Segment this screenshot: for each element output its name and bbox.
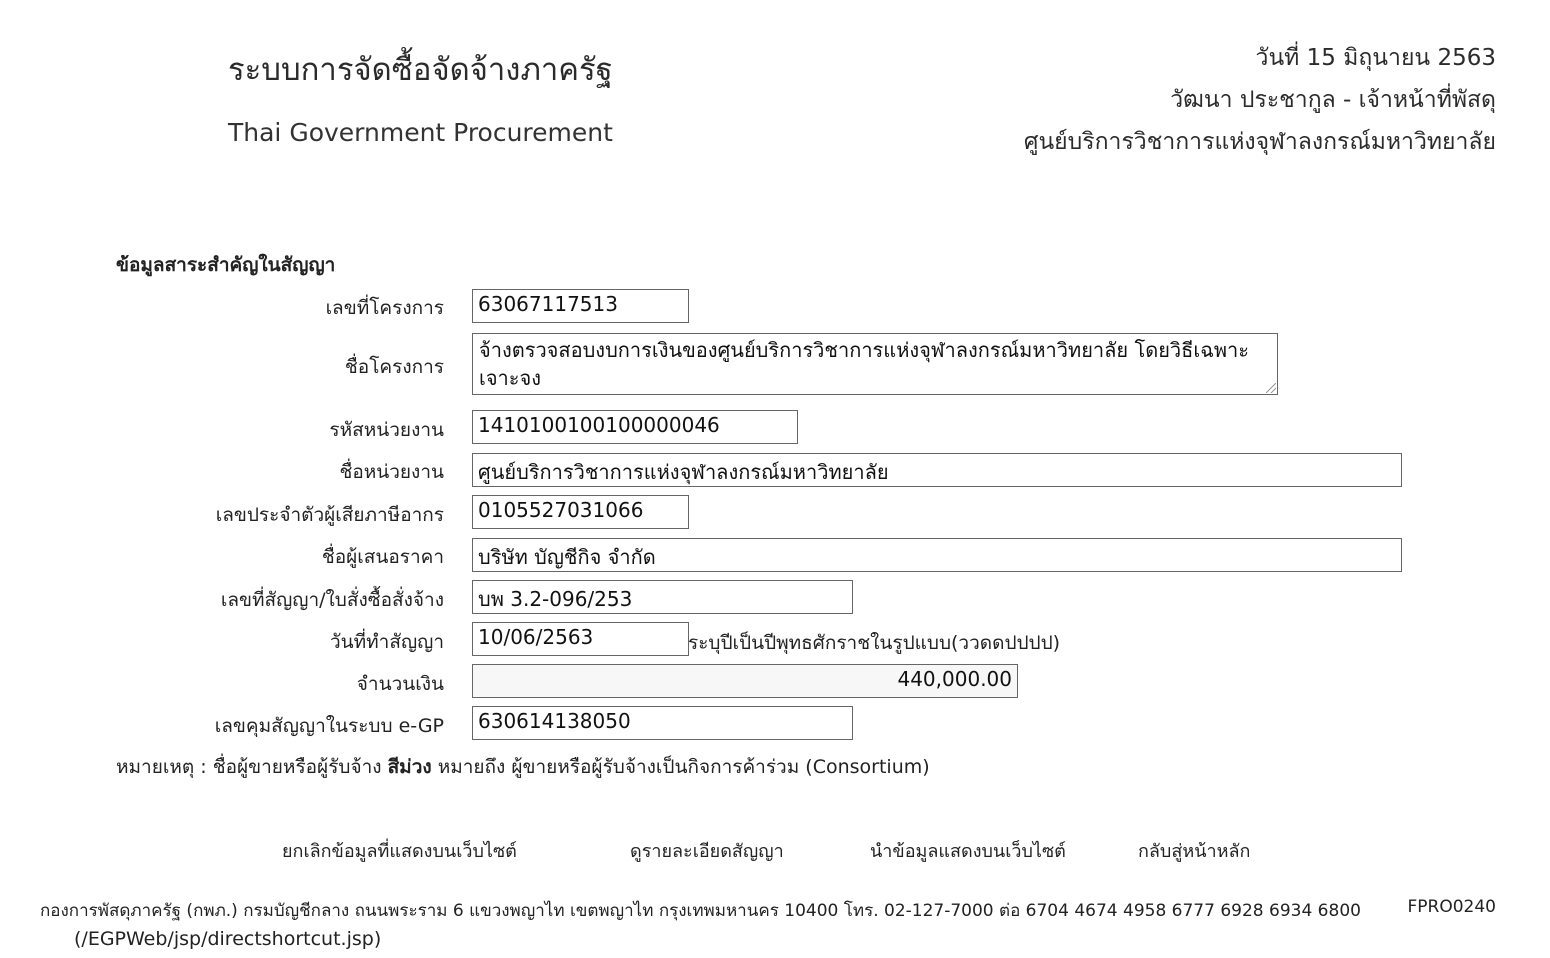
current-date: วันที่ 15 มิถุนายน 2563 (1255, 45, 1496, 71)
remark-prefix: หมายเหตุ : ชื่อผู้ขายหรือผู้รับจ้าง (116, 756, 388, 778)
project-name-text: จ้างตรวจสอบงบการเงินของศูนย์บริการวิชาการแห่งจุฬาลงกรณ์มหาวิทยาลัย โดยวิธีเฉพาะเจาะจง (479, 338, 1249, 390)
system-title-thai: ระบบการจัดซื้อจัดจ้างภาครัฐ (228, 52, 613, 88)
footer-address: กองการพัสดุภาครัฐ (กพภ.) กรมบัญชีกลาง ถนนพระราม 6 แขวงพญาไท เขตพญาไท กรุงเทพมหานคร 10400 โทร. 02-127-7000 ต่อ 6704 4674 4958 6777 6928 6934 6800 (40, 901, 1361, 921)
project-name-label: ชื่อโครงการ (344, 356, 444, 378)
amount-field[interactable]: 440,000.00 (472, 664, 1018, 698)
contract-date-field[interactable]: 10/06/2563 (472, 622, 689, 656)
contract-date-label: วันที่ทำสัญญา (329, 631, 444, 653)
form-code: FPRO0240 (1407, 897, 1496, 917)
agency-name-label: ชื่อหน่วยงาน (339, 461, 444, 483)
project-name-textarea[interactable] (472, 333, 1278, 395)
amount-label: จำนวนเงิน (356, 673, 444, 695)
section-title: ข้อมูลสาระสำคัญในสัญญา (116, 254, 336, 276)
resize-handle-icon[interactable] (1266, 383, 1276, 393)
project-no-label: เลขที่โครงการ (325, 297, 444, 319)
system-title-english: Thai Government Procurement (228, 118, 613, 147)
tax-id-field[interactable]: 0105527031066 (472, 495, 689, 529)
view-contract-details-link[interactable]: ดูรายละเอียดสัญญา (630, 841, 784, 862)
bidder-name-field[interactable]: บริษัท บัญชีกิจ จำกัด (472, 538, 1402, 572)
agency-name-field[interactable]: ศูนย์บริการวิชาการแห่งจุฬาลงกรณ์มหาวิทยาลัย (472, 453, 1402, 487)
publish-to-website-link[interactable]: นำข้อมูลแสดงบนเว็บไซต์ (870, 841, 1066, 862)
bidder-name-label: ชื่อผู้เสนอราคา (321, 546, 444, 568)
agency-code-field[interactable]: 1410100100100000046 (472, 410, 798, 444)
user-organization: ศูนย์บริการวิชาการแห่งจุฬาลงกรณ์มหาวิทยาลัย (1023, 129, 1496, 155)
contract-date-hint: ระบุปีเป็นปีพุทธศักราชในรูปแบบ(ววดดปปปป) (688, 632, 1061, 654)
tax-id-label: เลขประจำตัวผู้เสียภาษีอากร (215, 504, 444, 526)
contract-no-field[interactable]: บพ 3.2-096/253 (472, 580, 853, 614)
remark-highlight: สีม่วง (387, 756, 432, 778)
page-path: (/EGPWeb/jsp/directshortcut.jsp) (74, 928, 382, 950)
project-no-field[interactable]: 63067117513 (472, 289, 689, 323)
remark-note (116, 752, 930, 782)
egp-contract-no-label: เลขคุมสัญญาในระบบ e-GP (214, 715, 444, 737)
back-to-home-link[interactable]: กลับสู่หน้าหลัก (1138, 841, 1251, 862)
remark-suffix: หมายถึง ผู้ขายหรือผู้รับจ้างเป็นกิจการค้าร่วม (Consortium) (431, 756, 930, 778)
cancel-display-link[interactable]: ยกเลิกข้อมูลที่แสดงบนเว็บไซต์ (282, 841, 517, 862)
contract-no-label: เลขที่สัญญา/ใบสั่งซื้อสั่งจ้าง (220, 589, 444, 611)
user-name: วัฒนา ประชากูล - เจ้าหน้าที่พัสดุ (1170, 87, 1496, 113)
egp-contract-no-field[interactable]: 630614138050 (472, 706, 853, 740)
agency-code-label: รหัสหน่วยงาน (329, 419, 444, 441)
